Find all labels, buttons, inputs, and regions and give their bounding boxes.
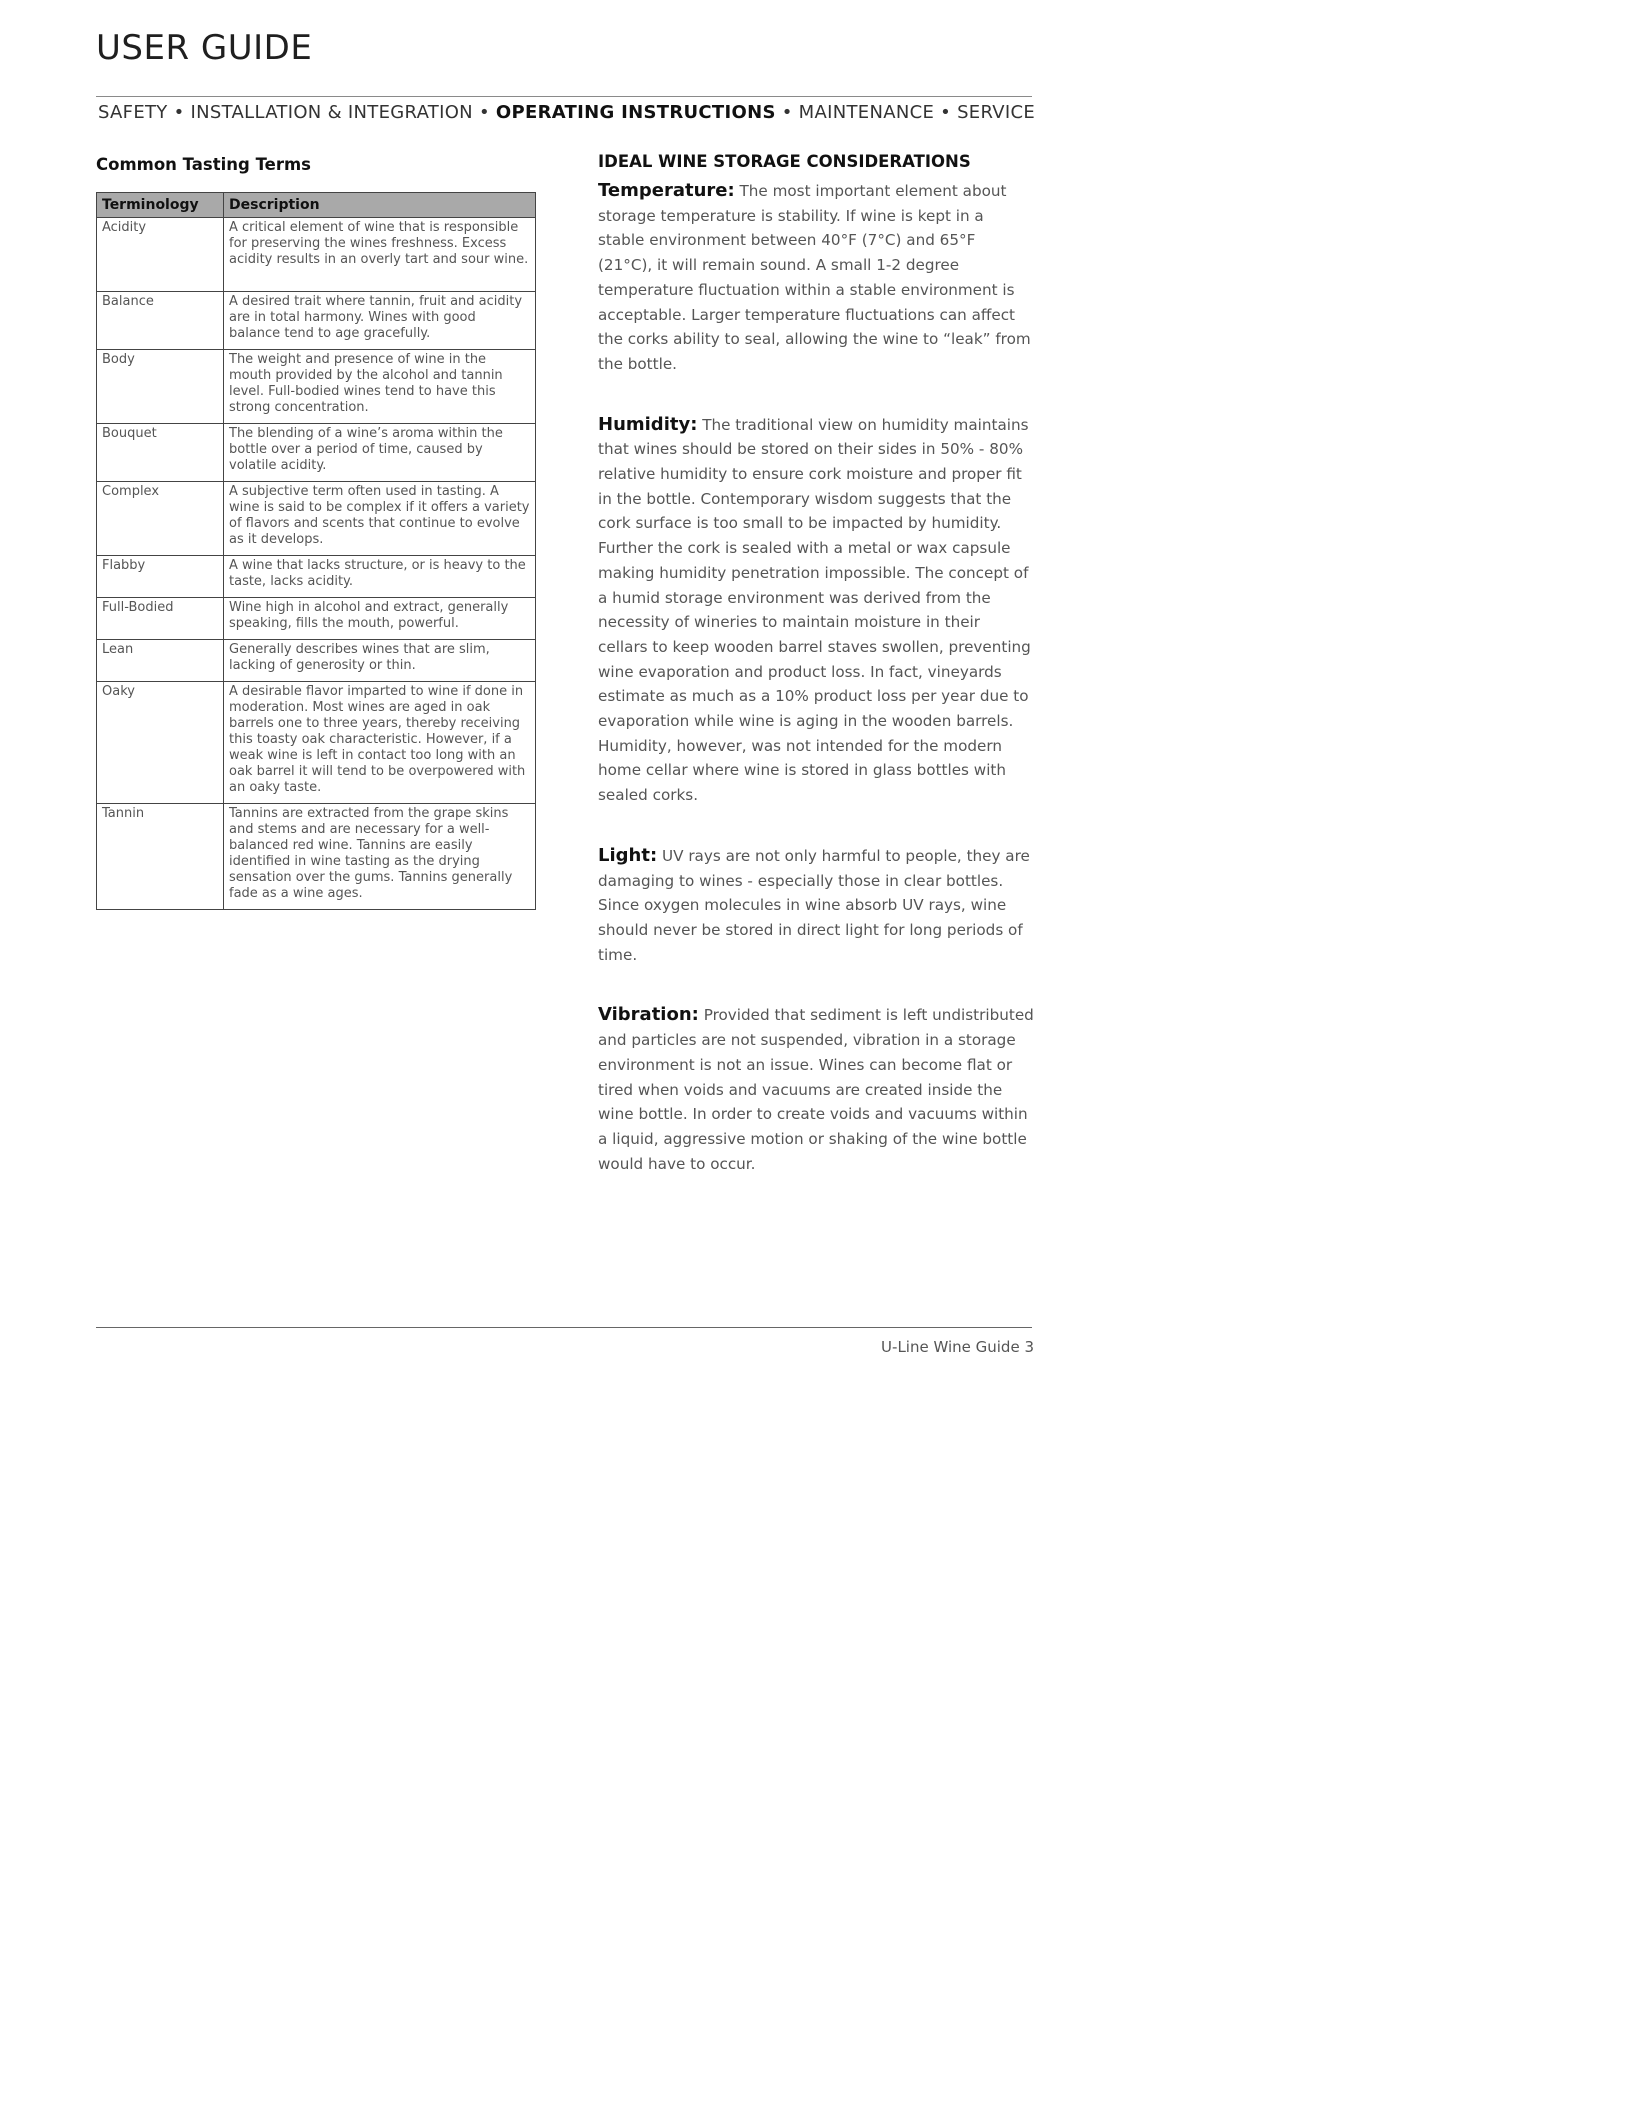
humidity-paragraph	[598, 413, 1034, 808]
nav-separator: •	[478, 102, 490, 123]
description-cell: Wine high in alcohol and extract, generally speaking, fills the mouth, powerful.	[224, 598, 536, 640]
temperature-paragraph	[598, 179, 1034, 377]
term-cell: Bouquet	[97, 424, 224, 482]
table-row	[97, 556, 536, 598]
tasting-terms-table	[96, 192, 536, 910]
tasting-terms-heading: Common Tasting Terms	[96, 155, 311, 174]
table-row	[97, 292, 536, 350]
nav-separator: •	[173, 102, 185, 123]
footer-divider	[96, 1327, 1032, 1328]
column-header-description: Description	[224, 193, 536, 218]
table-row	[97, 350, 536, 424]
nav-item-installation: INSTALLATION & INTEGRATION	[190, 102, 473, 123]
term-cell: Tannin	[97, 804, 224, 910]
description-cell: A wine that lacks structure, or is heavy to the taste, lacks acidity.	[224, 556, 536, 598]
vibration-text: Provided that sediment is left undistributed and particles are not suspended, vibration in a storage environment is not an issue. Wines can become flat or tired when voids and vacuums are created inside the wine bottle. In order to create voids and vacuums within a liquid, aggressive motion or shaking of the wine bottle would have to occur.	[598, 1006, 1034, 1173]
term-cell: Flabby	[97, 556, 224, 598]
vibration-paragraph	[598, 1003, 1034, 1176]
page-footer: U-Line Wine Guide 3	[881, 1338, 1034, 1356]
temperature-text: The most important element about storage temperature is stability. If wine is kept in a stable environment between 40°F (7°C) and 65°F (21°C), it will remain sound. A small 1-2 degree temperature fluctuation within a stable environment is acceptable. Larger temperature fluctuations can affect the corks ability to seal, allowing the wine to “leak” from the bottle.	[598, 182, 1031, 373]
description-cell: Generally describes wines that are slim, lacking of generosity or thin.	[224, 640, 536, 682]
term-cell: Body	[97, 350, 224, 424]
humidity-lead: Humidity:	[598, 413, 698, 435]
column-header-terminology: Terminology	[97, 193, 224, 218]
term-cell: Balance	[97, 292, 224, 350]
nav-separator: •	[940, 102, 952, 123]
header-divider	[96, 96, 1032, 97]
term-cell: Complex	[97, 482, 224, 556]
light-lead: Light:	[598, 844, 658, 866]
description-cell: The blending of a wine’s aroma within the bottle over a period of time, caused by volatile acidity.	[224, 424, 536, 482]
vibration-lead: Vibration:	[598, 1004, 699, 1026]
section-nav	[98, 102, 1034, 123]
table-row	[97, 598, 536, 640]
table-row	[97, 482, 536, 556]
term-cell: Acidity	[97, 218, 224, 292]
description-cell: Tannins are extracted from the grape skins and stems and are necessary for a well-balanced red wine. Tannins are easily identified in wine tasting as the drying sensation over the gums. Tannins generally fade as a wine ages.	[224, 804, 536, 910]
light-paragraph	[598, 844, 1034, 968]
description-cell: A desirable flavor imparted to wine if done in moderation. Most wines are aged in oak barrels one to three years, thereby receiving this toasty oak characteristic. However, if a weak wine is left in contact too long with an oak barrel it will tend to be overpowered with an oaky taste.	[224, 682, 536, 804]
table-row	[97, 424, 536, 482]
description-cell: A critical element of wine that is responsible for preserving the wines freshness. Excess acidity results in an overly tart and sour wine.	[224, 218, 536, 292]
temperature-lead: Temperature:	[598, 180, 735, 201]
nav-item-maintenance: MAINTENANCE	[798, 102, 935, 123]
description-cell: The weight and presence of wine in the mouth provided by the alcohol and tannin level. Full-bodied wines tend to have this strong concentration.	[224, 350, 536, 424]
description-cell: A desired trait where tannin, fruit and acidity are in total harmony. Wines with good balance tend to age gracefully.	[224, 292, 536, 350]
nav-item-service: SERVICE	[957, 102, 1036, 123]
table-row	[97, 218, 536, 292]
table-row	[97, 640, 536, 682]
table-row	[97, 682, 536, 804]
page-title: USER GUIDE	[96, 28, 313, 68]
nav-item-operating-instructions: OPERATING INSTRUCTIONS	[495, 102, 776, 123]
storage-heading: IDEAL WINE STORAGE CONSIDERATIONS	[598, 152, 971, 171]
term-cell: Oaky	[97, 682, 224, 804]
description-cell: A subjective term often used in tasting. A wine is said to be complex if it offers a variety of flavors and scents that continue to evolve as it develops.	[224, 482, 536, 556]
table-row	[97, 804, 536, 910]
term-cell: Full-Bodied	[97, 598, 224, 640]
light-text: UV rays are not only harmful to people, they are damaging to wines - especially those in clear bottles. Since oxygen molecules in wine absorb UV rays, wine should never be stored in direct light for long periods of time.	[598, 846, 1030, 964]
humidity-text: The traditional view on humidity maintains that wines should be stored on their sides in 50% - 80% relative humidity to ensure cork moisture and proper fit in the bottle. Contemporary wisdom suggests that the cork surface is too small to be impacted by humidity. Further the cork is sealed with a metal or wax capsule making humidity penetration impossible. The concept of a humid storage environment was derived from the necessity of wineries to maintain moisture in their cellars to keep wooden barrel staves swollen, preventing wine evaporation and product loss. In fact, vineyards estimate as much as a 10% product loss per year due to evaporation while wine is aging in the wooden barrels. Humidity, however, was not intended for the modern home cellar where wine is stored in glass bottles with sealed corks.	[598, 415, 1031, 805]
storage-considerations	[598, 152, 1034, 1212]
table-header-row	[97, 193, 536, 218]
term-cell: Lean	[97, 640, 224, 682]
nav-item-safety: SAFETY	[98, 102, 168, 123]
nav-separator: •	[781, 102, 793, 123]
